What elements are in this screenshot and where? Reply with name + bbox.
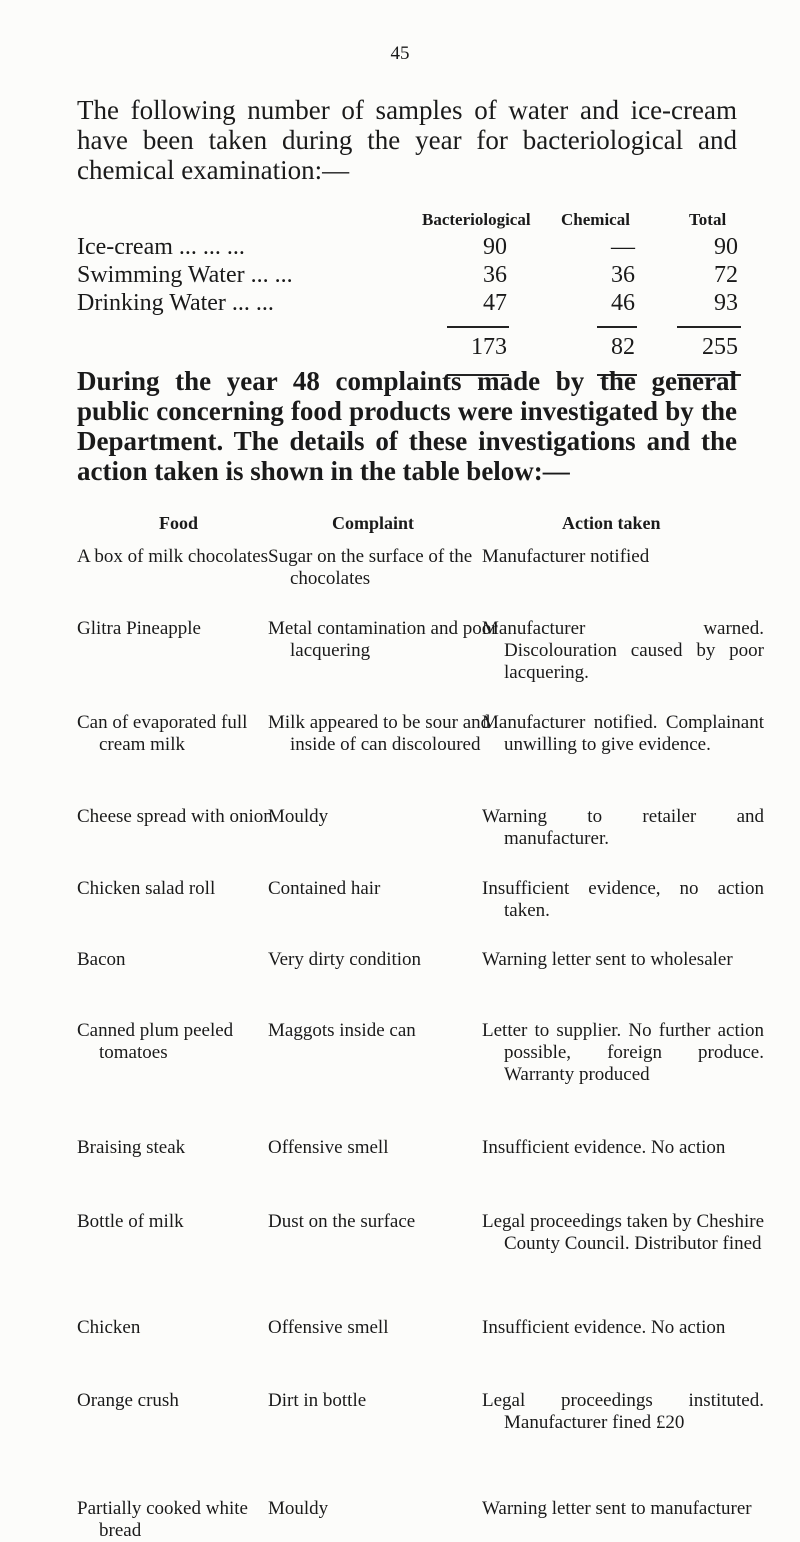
- chemical-value: 36: [611, 262, 635, 288]
- complaint-cell: Dirt in bottle: [268, 1390, 367, 1411]
- header-bacteriological: Bacteriological: [422, 210, 531, 229]
- complaints-paragraph: During the year 48 complaints made by the general public concerning food products were investigated by the Department. The details of these investigations and the action taken is shown in the table below:—: [77, 366, 737, 486]
- food-cell: Glitra Pineapple: [77, 618, 201, 639]
- complaint-cell: Mouldy: [268, 1498, 329, 1519]
- food-cell: Chicken: [77, 1317, 141, 1338]
- chemical-value: 46: [611, 290, 635, 316]
- subtotal-rule: [447, 326, 509, 328]
- total-value: 90: [714, 234, 738, 260]
- samples-row: [77, 234, 742, 262]
- header-food: Food: [159, 513, 199, 533]
- food-cell: A box of milk chocolates: [77, 546, 269, 567]
- row-label: Ice-cream ... ... ...: [77, 234, 245, 260]
- chemical-total: 82: [611, 334, 635, 360]
- action-cell: Manufacturer warned. Discolouration caused by poor lacquering.: [482, 618, 764, 683]
- bacteriological-value: 90: [483, 234, 507, 260]
- complaint-cell: Dust on the surface: [268, 1211, 416, 1232]
- food-cell: Bottle of milk: [77, 1211, 184, 1232]
- food-cell: Can of evaporated full cream milk: [77, 712, 248, 755]
- action-cell: Warning letter sent to wholesaler: [482, 949, 733, 970]
- chemical-value: —: [611, 234, 635, 260]
- header-action: Action taken: [562, 513, 661, 533]
- row-label: Swimming Water ... ...: [77, 262, 293, 288]
- food-cell: Orange crush: [77, 1390, 179, 1411]
- complaint-cell: Metal contamination and poor lacquering: [268, 618, 498, 661]
- intro-paragraph: The following number of samples of water and ice-cream have been taken during the year for bacteriological and chemical examination:—: [77, 95, 737, 185]
- food-cell: Cheese spread with onion: [77, 806, 273, 827]
- bacteriological-value: 47: [483, 290, 507, 316]
- header-complaint: Complaint: [332, 513, 415, 533]
- totals-row: [77, 334, 742, 362]
- complaint-cell: Offensive smell: [268, 1317, 389, 1338]
- row-label: Drinking Water ... ...: [77, 290, 274, 316]
- food-cell: Chicken salad roll: [77, 878, 216, 899]
- food-cell: Canned plum peeled tomatoes: [77, 1020, 234, 1063]
- bacteriological-value: 36: [483, 262, 507, 288]
- complaint-cell: Milk appeared to be sour and inside of can discoloured: [268, 712, 491, 755]
- action-cell: Manufacturer notified: [482, 546, 650, 567]
- complaint-cell: Contained hair: [268, 878, 381, 899]
- samples-row: [77, 262, 742, 290]
- action-cell: Warning letter sent to manufacturer: [482, 1498, 752, 1519]
- samples-row: [77, 290, 742, 318]
- action-cell: Manufacturer notified. Complainant unwilling to give evidence.: [482, 712, 764, 755]
- food-cell: Bacon: [77, 949, 126, 970]
- subtotal-rule: [597, 326, 637, 328]
- action-cell: Insufficient evidence. No action: [482, 1317, 726, 1338]
- header-total: Total: [689, 210, 727, 229]
- subtotal-rule: [677, 326, 741, 328]
- page-number: 45: [390, 43, 410, 64]
- complaint-cell: Very dirty condition: [268, 949, 422, 970]
- header-chemical: Chemical: [561, 210, 630, 229]
- action-cell: Warning to retailer and manufacturer.: [482, 806, 764, 849]
- action-cell: Insufficient evidence, no action taken.: [482, 878, 764, 921]
- food-cell: Braising steak: [77, 1137, 186, 1158]
- total-value: 72: [714, 262, 738, 288]
- action-cell: Legal proceedings instituted. Manufacturer fined £20: [482, 1390, 764, 1433]
- grand-total: 255: [702, 334, 738, 360]
- complaint-cell: Maggots inside can: [268, 1020, 416, 1041]
- food-cell: Partially cooked white bread: [77, 1498, 248, 1541]
- action-cell: Legal proceedings taken by Cheshire County Council. Distributor fined: [482, 1211, 764, 1254]
- action-cell: Insufficient evidence. No action: [482, 1137, 726, 1158]
- complaint-cell: Mouldy: [268, 806, 329, 827]
- total-value: 93: [714, 290, 738, 316]
- action-cell: Letter to supplier. No further action possible, foreign produce. Warranty produced: [482, 1020, 764, 1085]
- bacteriological-total: 173: [471, 334, 507, 360]
- complaint-cell: Sugar on the surface of the chocolates: [268, 546, 473, 589]
- complaint-cell: Offensive smell: [268, 1137, 389, 1158]
